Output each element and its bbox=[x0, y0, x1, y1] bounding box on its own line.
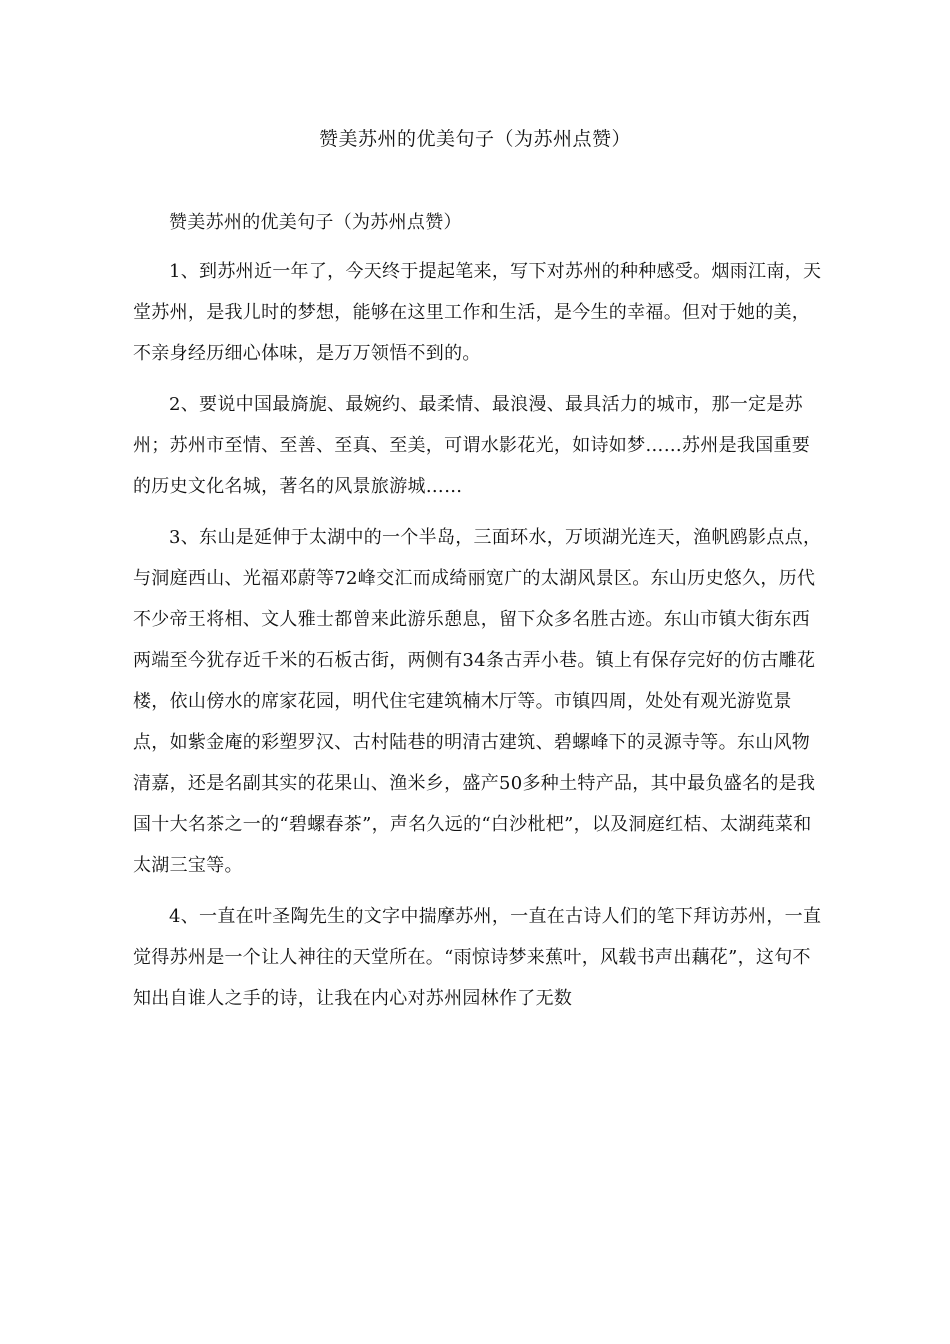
paragraph-3: 3、东山是延伸于太湖中的一个半岛，三面环水，万顷湖光连天，渔帆鸥影点点，与洞庭西山、光福邓蔚等72峰交汇而成绮丽宽广的太湖风景区。东山历史悠久，历代不少帝王将相、文人雅士都曾来此游乐憩息，留下众多名胜古迹。东山市镇大街东西两端至今犹存近千米的石板古街，两侧有34条古弄小巷。镇上有保存完好的仿古雕花楼，依山傍水的席家花园，明代住宅建筑楠木厅等。市镇四周，处处有观光游览景点，如紫金庵的彩塑罗汉、古村陆巷的明清古建筑、碧螺峰下的灵源寺等。东山风物清嘉，还是名副其实的花果山、渔米乡，盛产50多种土特产品，其中最负盛名的是我国十大名茶之一的“碧螺春茶”，声名久远的“白沙枇杷”，以及洞庭红桔、太湖莼菜和太湖三宝等。 bbox=[133, 527, 822, 876]
paragraph-4: 4、一直在叶圣陶先生的文字中揣摩苏州，一直在古诗人们的笔下拜访苏州，一直觉得苏州是一个让人神往的天堂所在。“雨惊诗梦来蕉叶，风载书声出藕花”，这句不知出自谁人之手的诗，让我在内心对苏州园林作了无数 bbox=[133, 906, 822, 1009]
document-subtitle: 赞美苏州的优美句子（为苏州点赞） bbox=[169, 212, 462, 233]
paragraph-2: 2、要说中国最旖旎、最婉约、最柔情、最浪漫、最具活力的城市，那一定是苏州；苏州市至情、至善、至真、至美，可谓水影花光，如诗如梦……苏州是我国重要的历史文化名城，著名的风景旅游城…… bbox=[133, 394, 811, 497]
document-body bbox=[133, 202, 823, 1029]
paragraph-1: 1、到苏州近一年了，今天终于提起笔来，写下对苏州的种种感受。烟雨江南，天堂苏州，是我儿时的梦想，能够在这里工作和生活，是今生的幸福。但对于她的美，不亲身经历细心体味，是万万领悟不到的。 bbox=[133, 261, 822, 364]
document-title: 赞美苏州的优美句子（为苏州点赞） bbox=[318, 128, 631, 150]
